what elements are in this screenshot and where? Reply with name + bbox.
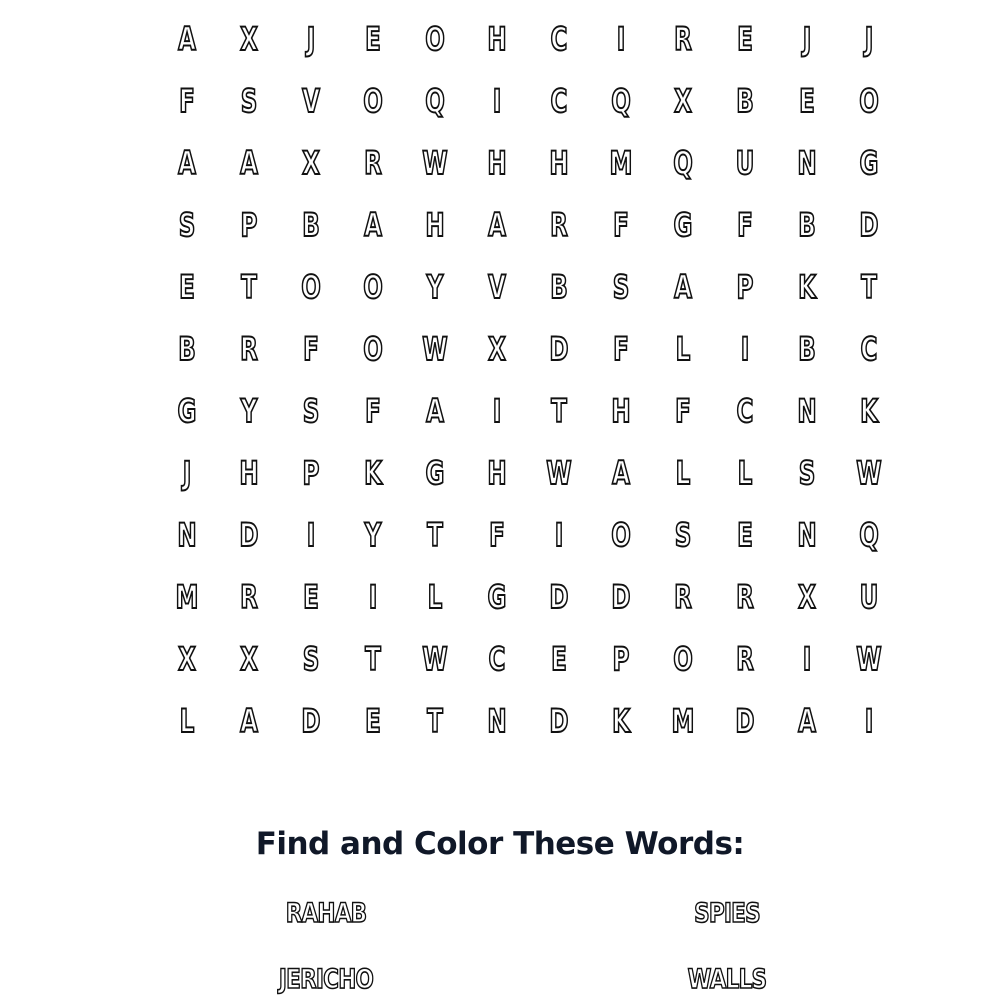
grid-cell[interactable]: F xyxy=(303,330,319,368)
grid-cell[interactable]: P xyxy=(302,454,320,492)
grid-cell[interactable]: O xyxy=(859,82,879,120)
grid-cell[interactable]: I xyxy=(492,82,502,120)
grid-cell[interactable]: B xyxy=(550,268,568,306)
grid-cell[interactable]: X xyxy=(798,578,816,616)
grid-cell[interactable]: Y xyxy=(240,392,258,430)
grid-cell[interactable]: R xyxy=(550,206,568,244)
grid-cell[interactable]: B xyxy=(798,206,816,244)
grid-cell[interactable]: A xyxy=(178,20,196,58)
grid-cell[interactable]: Q xyxy=(611,82,631,120)
grid-cell[interactable]: I xyxy=(740,330,750,368)
grid-cell[interactable]: R xyxy=(736,640,754,678)
grid-cell[interactable]: L xyxy=(737,454,753,492)
grid-cell[interactable]: S xyxy=(178,206,196,244)
grid-cell[interactable]: S xyxy=(302,640,320,678)
grid-cell[interactable]: Q xyxy=(673,144,693,182)
grid-cell[interactable]: K xyxy=(364,454,382,492)
grid-cell[interactable]: X xyxy=(488,330,506,368)
grid-cell[interactable]: R xyxy=(674,20,692,58)
grid-cell[interactable]: E xyxy=(365,702,381,740)
grid-cell[interactable]: A xyxy=(612,454,630,492)
grid-cell[interactable]: H xyxy=(611,392,631,430)
grid-cell[interactable]: A xyxy=(240,702,258,740)
grid-cell[interactable]: W xyxy=(422,144,448,182)
grid-cell[interactable]: A xyxy=(364,206,382,244)
grid-cell[interactable]: S xyxy=(612,268,630,306)
grid-cell[interactable]: L xyxy=(427,578,443,616)
grid-cell[interactable]: R xyxy=(674,578,692,616)
grid-cell[interactable]: F xyxy=(179,82,195,120)
grid-cell[interactable]: L xyxy=(675,454,691,492)
grid-cell[interactable]: T xyxy=(365,640,381,678)
grid-cell[interactable]: B xyxy=(178,330,196,368)
grid-cell[interactable]: W xyxy=(546,454,572,492)
grid-cell[interactable]: D xyxy=(549,330,569,368)
grid-cell[interactable]: B xyxy=(302,206,320,244)
grid-cell[interactable]: O xyxy=(425,20,445,58)
grid-cell[interactable]: O xyxy=(611,516,631,554)
grid-cell[interactable]: X xyxy=(302,144,320,182)
grid-cell[interactable]: G xyxy=(177,392,197,430)
grid-cell[interactable]: A xyxy=(240,144,258,182)
word-list-item: RAHAB xyxy=(285,898,367,929)
grid-cell[interactable]: T xyxy=(427,702,443,740)
grid-cell[interactable]: E xyxy=(551,640,567,678)
grid-cell[interactable]: A xyxy=(178,144,196,182)
grid-cell[interactable]: D xyxy=(239,516,259,554)
grid-cell[interactable]: S xyxy=(240,82,258,120)
word-search-grid xyxy=(156,8,900,752)
grid-cell[interactable]: W xyxy=(856,640,882,678)
grid-cell[interactable]: E xyxy=(365,20,381,58)
grid-cell[interactable]: N xyxy=(487,702,507,740)
grid-cell[interactable]: E xyxy=(737,516,753,554)
grid-cell[interactable]: H xyxy=(549,144,569,182)
grid-cell[interactable]: F xyxy=(675,392,691,430)
grid-cell[interactable]: L xyxy=(675,330,691,368)
grid-cell[interactable]: C xyxy=(488,640,506,678)
grid-cell[interactable]: G xyxy=(425,454,445,492)
grid-cell[interactable]: S xyxy=(302,392,320,430)
grid-cell[interactable]: H xyxy=(239,454,259,492)
grid-cell[interactable]: J xyxy=(864,20,874,58)
grid-cell[interactable]: I xyxy=(802,640,812,678)
grid-cell[interactable]: V xyxy=(488,268,506,306)
grid-cell[interactable]: J xyxy=(306,20,316,58)
word-list-item: SPIES xyxy=(694,898,760,929)
grid-cell[interactable]: I xyxy=(368,578,378,616)
grid-cell[interactable]: X xyxy=(674,82,692,120)
grid-cell[interactable]: F xyxy=(489,516,505,554)
word-list-item: WALLS xyxy=(687,964,767,995)
grid-cell[interactable]: X xyxy=(240,20,258,58)
grid-cell[interactable]: M xyxy=(175,578,199,616)
grid-cell[interactable]: M xyxy=(609,144,633,182)
grid-cell[interactable]: E xyxy=(799,82,815,120)
grid-cell[interactable]: R xyxy=(736,578,754,616)
grid-cell[interactable]: A xyxy=(426,392,444,430)
grid-cell[interactable]: T xyxy=(427,516,443,554)
grid-cell[interactable]: N xyxy=(797,516,817,554)
grid-cell[interactable]: V xyxy=(302,82,320,120)
grid-cell[interactable]: T xyxy=(241,268,257,306)
grid-cell[interactable]: D xyxy=(549,702,569,740)
grid-cell[interactable]: S xyxy=(674,516,692,554)
grid-cell[interactable]: Q xyxy=(425,82,445,120)
grid-cell[interactable]: X xyxy=(178,640,196,678)
grid-cell[interactable]: D xyxy=(611,578,631,616)
grid-cell[interactable]: A xyxy=(674,268,692,306)
grid-cell[interactable]: D xyxy=(301,702,321,740)
grid-cell[interactable]: H xyxy=(487,20,507,58)
grid-cell[interactable]: I xyxy=(554,516,564,554)
grid-cell[interactable]: G xyxy=(859,144,879,182)
grid-cell[interactable]: U xyxy=(859,578,879,616)
grid-cell[interactable]: Y xyxy=(426,268,444,306)
grid-cell[interactable]: P xyxy=(240,206,258,244)
word-list-item: JERICHO xyxy=(278,964,374,995)
grid-cell[interactable]: D xyxy=(859,206,879,244)
grid-cell[interactable]: S xyxy=(798,454,816,492)
grid-cell[interactable]: E xyxy=(179,268,195,306)
grid-cell[interactable]: W xyxy=(422,640,448,678)
grid-cell[interactable]: F xyxy=(737,206,753,244)
grid-cell[interactable]: M xyxy=(671,702,695,740)
grid-cell[interactable]: E xyxy=(737,20,753,58)
grid-cell[interactable]: K xyxy=(860,392,878,430)
grid-cell[interactable]: R xyxy=(240,578,258,616)
grid-cell[interactable]: T xyxy=(551,392,567,430)
grid-cell[interactable]: A xyxy=(488,206,506,244)
grid-cell[interactable]: O xyxy=(301,268,321,306)
grid-cell[interactable]: J xyxy=(802,20,812,58)
grid-cell[interactable]: O xyxy=(363,82,383,120)
grid-cell[interactable]: P xyxy=(736,268,754,306)
grid-cell[interactable]: K xyxy=(612,702,630,740)
grid-cell[interactable]: F xyxy=(365,392,381,430)
grid-cell[interactable]: H xyxy=(487,454,507,492)
grid-cell[interactable]: F xyxy=(613,330,629,368)
grid-cell[interactable]: W xyxy=(856,454,882,492)
grid-cell[interactable]: U xyxy=(735,144,755,182)
grid-cell[interactable]: O xyxy=(363,268,383,306)
grid-cell[interactable]: D xyxy=(549,578,569,616)
grid-cell[interactable]: C xyxy=(550,20,568,58)
grid-cell[interactable]: Q xyxy=(859,516,879,554)
grid-cell[interactable]: X xyxy=(240,640,258,678)
grid-cell[interactable]: A xyxy=(798,702,816,740)
grid-cell[interactable]: E xyxy=(303,578,319,616)
grid-cell[interactable]: R xyxy=(240,330,258,368)
grid-cell[interactable]: N xyxy=(797,392,817,430)
grid-cell[interactable]: I xyxy=(864,702,874,740)
grid-cell[interactable]: I xyxy=(306,516,316,554)
grid-cell[interactable]: C xyxy=(860,330,878,368)
grid-cell[interactable]: F xyxy=(613,206,629,244)
grid-cell[interactable]: O xyxy=(673,640,693,678)
grid-cell[interactable]: J xyxy=(182,454,192,492)
grid-cell[interactable]: R xyxy=(364,144,382,182)
grid-cell[interactable]: Y xyxy=(364,516,382,554)
grid-cell[interactable]: I xyxy=(492,392,502,430)
grid-cell[interactable]: T xyxy=(861,268,877,306)
grid-cell[interactable]: L xyxy=(179,702,195,740)
grid-cell[interactable]: B xyxy=(798,330,816,368)
grid-cell[interactable]: C xyxy=(550,82,568,120)
grid-cell[interactable]: K xyxy=(798,268,816,306)
grid-cell[interactable]: C xyxy=(736,392,754,430)
grid-cell[interactable]: N xyxy=(797,144,817,182)
grid-cell[interactable]: I xyxy=(616,20,626,58)
grid-cell[interactable]: H xyxy=(487,144,507,182)
grid-cell[interactable]: D xyxy=(735,702,755,740)
grid-cell[interactable]: W xyxy=(422,330,448,368)
grid-cell[interactable]: H xyxy=(425,206,445,244)
grid-cell[interactable]: N xyxy=(177,516,197,554)
grid-cell[interactable]: B xyxy=(736,82,754,120)
grid-cell[interactable]: O xyxy=(363,330,383,368)
word-list-heading: Find and Color These Words: xyxy=(255,826,745,862)
grid-cell[interactable]: P xyxy=(612,640,630,678)
grid-cell[interactable]: G xyxy=(487,578,507,616)
grid-cell[interactable]: G xyxy=(673,206,693,244)
